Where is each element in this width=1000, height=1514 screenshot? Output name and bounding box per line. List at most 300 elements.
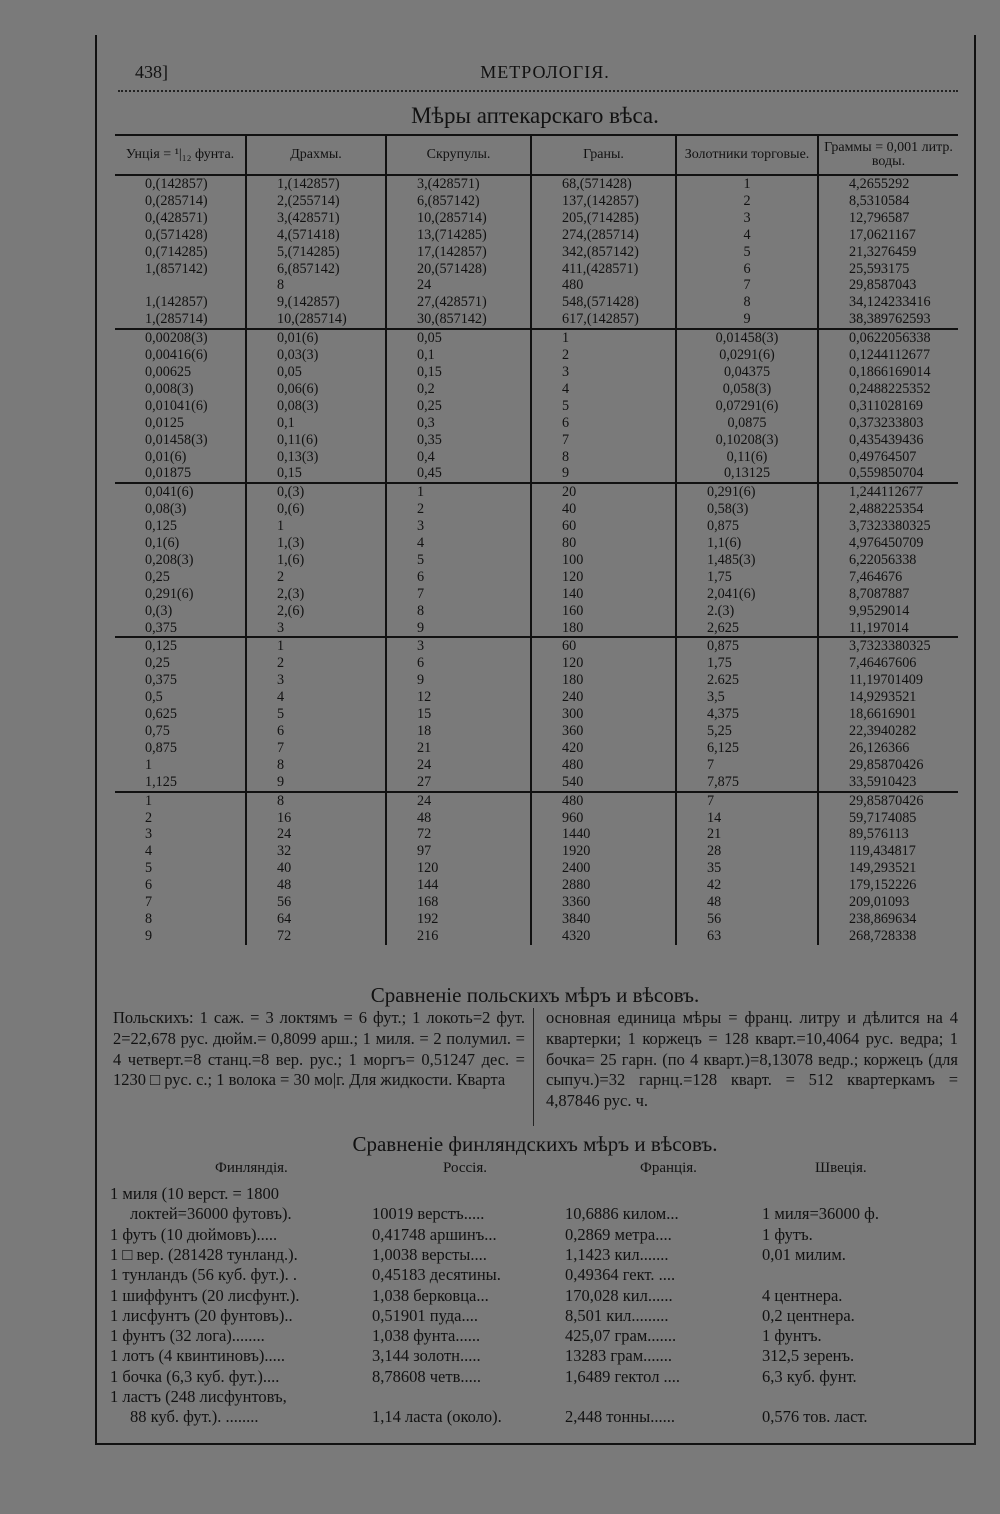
table-cell: 24 xyxy=(246,826,386,843)
table-cell: 0,291(6) xyxy=(145,585,194,602)
table-cell: 238,869634 xyxy=(818,911,958,928)
table-cell: 6 xyxy=(386,569,531,586)
comparison-cell: 8,78608 четв..... xyxy=(372,1366,481,1386)
table-cell: 18,6616901 xyxy=(818,706,958,723)
table-cell: 8 xyxy=(145,910,153,927)
comparison-row xyxy=(110,1204,970,1224)
apothecary-weights-table xyxy=(115,134,958,945)
comparison-cell: 0,41748 аршинъ... xyxy=(372,1224,497,1244)
table-cell: 0,49764507 xyxy=(818,449,958,466)
comparison-cell: 0,2869 метра.... xyxy=(565,1224,672,1244)
table-cell: 27 xyxy=(386,774,531,792)
table-cell: 60 xyxy=(531,518,676,535)
table-cell: 0,25 xyxy=(145,568,170,585)
table-cell: 3 xyxy=(386,518,531,535)
table-row xyxy=(115,603,958,620)
table-cell: 14 xyxy=(676,810,818,827)
table-cell: 10,(285714) xyxy=(246,311,386,329)
table-cell: 0,(571428) xyxy=(145,226,208,243)
table-cell: 7 xyxy=(531,432,676,449)
table-row xyxy=(115,810,958,827)
col-header-russia: Россія. xyxy=(443,1160,487,1176)
col-header-france: Франція. xyxy=(640,1160,697,1176)
table-row xyxy=(115,483,958,501)
table-cell: 72 xyxy=(386,826,531,843)
table-title: Мѣры аптекарскаго вѣса. xyxy=(411,103,659,128)
table-cell: 2 xyxy=(386,501,531,518)
table-cell: 6 xyxy=(676,261,818,278)
table-cell: 13,(714285) xyxy=(386,227,531,244)
table-cell: 0,3 xyxy=(386,415,531,432)
table-cell: 26,126366 xyxy=(818,740,958,757)
comparison-cell: 1 ластъ (248 лисфунтовъ, xyxy=(110,1387,287,1406)
table-cell: 0,45 xyxy=(386,465,531,483)
table-cell: 63 xyxy=(676,928,818,945)
table-row xyxy=(115,637,958,655)
table-cell: 0,1 xyxy=(386,347,531,364)
table-cell: 100 xyxy=(531,552,676,569)
table-cell: 5 xyxy=(246,706,386,723)
table-cell: 960 xyxy=(531,810,676,827)
comparison-row xyxy=(110,1346,970,1366)
table-cell: 0,01041(6) xyxy=(145,397,208,414)
table-cell: 14,9293521 xyxy=(818,689,958,706)
table-cell: 192 xyxy=(386,911,531,928)
table-cell: 180 xyxy=(531,620,676,638)
table-cell: 411,(428571) xyxy=(531,261,676,278)
table-cell: 0,00208(3) xyxy=(115,329,246,347)
table-cell: 0,35 xyxy=(386,432,531,449)
comparison-cell: 0,45183 десятины. xyxy=(372,1265,501,1285)
table-cell: 0,5 xyxy=(145,689,163,706)
table-cell: 300 xyxy=(531,706,676,723)
table-cell: 1,(6) xyxy=(246,552,386,569)
table-cell: 5 xyxy=(676,244,818,261)
table-cell: 9 xyxy=(531,465,676,483)
table-row xyxy=(115,723,958,740)
table-cell: 205,(714285) xyxy=(531,210,676,227)
table-cell: 2 xyxy=(246,655,386,672)
table-cell: 2.625 xyxy=(676,672,818,689)
table-cell: 0,13125 xyxy=(676,465,818,483)
table-cell: 240 xyxy=(531,689,676,706)
table-cell: 4,976450709 xyxy=(818,535,958,552)
table-cell: 15 xyxy=(386,706,531,723)
table-cell: 24 xyxy=(386,277,531,294)
column-header: Граны. xyxy=(531,135,676,175)
table-cell: 25,593175 xyxy=(818,261,958,278)
table-cell: 0,25 xyxy=(145,655,170,672)
table-row xyxy=(115,928,958,945)
table-cell: 3 xyxy=(531,364,676,381)
table-cell: 8 xyxy=(246,792,386,810)
table-cell: 0,875 xyxy=(676,518,818,535)
table-row xyxy=(115,329,958,347)
comparison-cell: 1 миля=36000 ф. xyxy=(762,1204,879,1224)
table-cell: 120 xyxy=(531,569,676,586)
table-cell: 0,1(6) xyxy=(145,535,180,552)
table-row xyxy=(115,552,958,569)
comparison-cell: 1 шиффунтъ (20 лисфунт.). xyxy=(110,1285,300,1305)
table-cell: 6,22056338 xyxy=(818,552,958,569)
table-cell: 1,(857142) xyxy=(145,260,208,277)
table-cell: 180 xyxy=(531,672,676,689)
table-cell: 8 xyxy=(531,449,676,466)
table-cell: 0,875 xyxy=(145,739,177,756)
table-cell: 24 xyxy=(386,757,531,774)
comparison-row xyxy=(110,1265,970,1285)
table-row xyxy=(115,294,958,311)
table-cell: 28 xyxy=(676,843,818,860)
comparison-cell: 0,576 тов. ласт. xyxy=(762,1407,868,1427)
table-cell: 2400 xyxy=(531,860,676,877)
table-cell: 0,435439436 xyxy=(818,432,958,449)
table-cell: 0,13(3) xyxy=(246,449,386,466)
polish-text-right: основная единица мѣры = франц. литру и дѣлится на 4 квартерки; 1 коржецъ = 128 кварт.=10,4064 рус. ведра; 1 бочка= 25 гарн. (по 4 кварт.)=8,13078 ведр.; коржецъ (для сыпуч.)=32 гарнц.=128 кварт. = 512 квартеркамъ = 4,87846 рус. ч. xyxy=(546,1008,958,1111)
table-cell: 40 xyxy=(531,501,676,518)
table-cell: 6 xyxy=(246,723,386,740)
table-cell: 1 xyxy=(531,329,676,347)
table-cell: 3 xyxy=(246,620,386,638)
table-row xyxy=(115,877,958,894)
table-cell: 1,1(6) xyxy=(676,535,818,552)
table-cell: 56 xyxy=(676,911,818,928)
table-cell: 2,625 xyxy=(676,620,818,638)
table-cell: 0,125 xyxy=(145,518,177,535)
comparison-cell: 10019 верстъ..... xyxy=(372,1204,485,1224)
table-cell: 6,(857142) xyxy=(386,193,531,210)
table-cell: 7,875 xyxy=(676,774,818,792)
table-cell: 1 xyxy=(246,518,386,535)
table-row xyxy=(115,740,958,757)
table-cell: 0,2488225352 xyxy=(818,381,958,398)
table-row xyxy=(115,381,958,398)
comparison-cell: 2,448 тонны...... xyxy=(565,1407,675,1427)
table-cell: 12 xyxy=(386,689,531,706)
table-row xyxy=(115,261,958,278)
table-cell: 216 xyxy=(386,928,531,945)
table-cell: 3,7323380325 xyxy=(818,637,958,655)
table-cell: 2 xyxy=(145,809,153,826)
table-cell: 0,559850704 xyxy=(818,465,958,483)
table-row xyxy=(115,347,958,364)
comparison-cell: 1,6489 гектол .... xyxy=(565,1366,681,1386)
table-cell: 360 xyxy=(531,723,676,740)
table-cell: 3 xyxy=(386,637,531,655)
table-cell: 1,(142857) xyxy=(246,175,386,193)
comparison-row xyxy=(110,1387,970,1407)
comparison-cell: 3,144 золотн..... xyxy=(372,1346,481,1366)
table-row xyxy=(115,757,958,774)
table-cell: 0,(714285) xyxy=(145,243,208,260)
table-row xyxy=(115,911,958,928)
table-cell: 137,(142857) xyxy=(531,193,676,210)
table-row xyxy=(115,569,958,586)
table-cell: 1920 xyxy=(531,843,676,860)
table-cell: 3,7323380325 xyxy=(818,518,958,535)
table-cell: 24 xyxy=(386,792,531,810)
table-cell: 68,(571428) xyxy=(531,175,676,193)
column-header: Граммы = 0,001 литр. воды. xyxy=(818,135,958,175)
table-cell: 2,041(6) xyxy=(676,586,818,603)
table-cell: 2,(3) xyxy=(246,586,386,603)
comparison-cell: 1 бочка (6,3 куб. фут.).... xyxy=(110,1366,280,1386)
table-cell: 8 xyxy=(386,603,531,620)
table-cell: 7 xyxy=(676,277,818,294)
table-cell: 89,576113 xyxy=(818,826,958,843)
table-cell: 5 xyxy=(386,552,531,569)
table-cell: 0,10208(3) xyxy=(676,432,818,449)
table-cell: 120 xyxy=(531,655,676,672)
table-cell: 0,01(6) xyxy=(145,448,187,465)
table-cell: 7,46467606 xyxy=(818,655,958,672)
table-cell: 42 xyxy=(676,877,818,894)
table-cell: 617,(142857) xyxy=(531,311,676,329)
table-cell: 120 xyxy=(386,860,531,877)
table-cell: 0,1244112677 xyxy=(818,347,958,364)
table-cell: 0,2 xyxy=(386,381,531,398)
table-cell: 3360 xyxy=(531,894,676,911)
table-cell: 168 xyxy=(386,894,531,911)
table-row xyxy=(115,843,958,860)
table-cell: 9 xyxy=(386,672,531,689)
comparison-cell: 1 футъ. xyxy=(762,1224,813,1244)
column-divider xyxy=(533,1008,534,1126)
table-row xyxy=(115,244,958,261)
table-cell: 2,(255714) xyxy=(246,193,386,210)
table-cell: 4,2655292 xyxy=(818,175,958,193)
table-row xyxy=(115,535,958,552)
table-cell: 144 xyxy=(386,877,531,894)
comparison-cell: 1 тунландъ (56 куб. фут.). . xyxy=(110,1265,297,1285)
table-cell: 7 xyxy=(386,586,531,603)
table-cell: 274,(285714) xyxy=(531,227,676,244)
table-cell: 4 xyxy=(531,381,676,398)
table-cell: 1,244112677 xyxy=(818,483,958,501)
table-cell: 9,(142857) xyxy=(246,294,386,311)
column-header: Унція = ¹|₁₂ фунта. xyxy=(115,135,246,175)
table-cell: 80 xyxy=(531,535,676,552)
table-cell: 0,07291(6) xyxy=(676,398,818,415)
table-cell: 9 xyxy=(386,620,531,638)
table-cell: 0,01875 xyxy=(145,465,192,482)
table-cell: 34,124233416 xyxy=(818,294,958,311)
table-cell: 209,01093 xyxy=(818,894,958,911)
table-cell: 72 xyxy=(246,928,386,945)
finnish-title: Сравненіе финляндскихъ мѣръ и вѣсовъ. xyxy=(352,1132,718,1156)
table-cell: 1,485(3) xyxy=(676,552,818,569)
table-cell: 11,19701409 xyxy=(818,672,958,689)
table-cell: 4 xyxy=(676,227,818,244)
table-row xyxy=(115,193,958,210)
polish-title: Сравненіе польскихъ мѣръ и вѣсовъ. xyxy=(370,983,700,1007)
comparison-row xyxy=(110,1245,970,1265)
table-cell: 480 xyxy=(531,277,676,294)
table-cell: 7 xyxy=(246,740,386,757)
table-cell: 0,04375 xyxy=(676,364,818,381)
table-cell: 0,0875 xyxy=(676,415,818,432)
polish-text-left: Польскихъ: 1 саж. = 3 локтямъ = 6 фут.; 1 локоть=2 фут. 2=22,678 рус. дюйм.= 0,8099 арш.; 1 миля. = 2 полумил. = 4 четверт.=8 станц.=8 вер. рус.; 1 моргъ= 0,51247 дес. = 1230 □ рус. с.; 1 волока = 30 мо|г. Для жидкости. Кварта xyxy=(113,1008,525,1090)
table-cell: 6 xyxy=(386,655,531,672)
table-cell: 0,1866169014 xyxy=(818,364,958,381)
table-cell: 9,9529014 xyxy=(818,603,958,620)
table-cell: 2 xyxy=(246,569,386,586)
col-header-finland: Финляндія. xyxy=(215,1160,288,1176)
table-cell: 5 xyxy=(531,398,676,415)
table-cell: 32 xyxy=(246,843,386,860)
table-cell: 38,389762593 xyxy=(818,311,958,329)
table-cell: 1,75 xyxy=(676,569,818,586)
comparison-row xyxy=(110,1286,970,1306)
table-cell: 0,0125 xyxy=(145,414,185,431)
table-cell: 0,625 xyxy=(145,706,177,723)
comparison-cell: 0,01 милим. xyxy=(762,1244,846,1264)
table-cell: 160 xyxy=(531,603,676,620)
table-cell: 1,(3) xyxy=(246,535,386,552)
table-cell: 5 xyxy=(145,860,153,877)
table-cell: 59,7174085 xyxy=(818,810,958,827)
table-cell: 8 xyxy=(246,277,386,294)
table-cell: 21 xyxy=(676,826,818,843)
table-row xyxy=(115,689,958,706)
table-cell: 12,796587 xyxy=(818,210,958,227)
table-cell: 7 xyxy=(676,792,818,810)
table-cell: 1,125 xyxy=(145,773,177,790)
table-cell: 0,008(3) xyxy=(145,380,194,397)
table-cell: 0,(6) xyxy=(246,501,386,518)
table-cell: 5,25 xyxy=(676,723,818,740)
table-cell: 0,25 xyxy=(386,398,531,415)
table-cell: 0,01458(3) xyxy=(145,431,208,448)
table-cell: 179,152226 xyxy=(818,877,958,894)
table-cell: 4,(571418) xyxy=(246,227,386,244)
table-row xyxy=(115,792,958,810)
table-row xyxy=(115,175,958,193)
comparison-cell: 170,028 кил...... xyxy=(565,1285,673,1305)
table-cell: 3 xyxy=(676,210,818,227)
comparison-row xyxy=(110,1407,970,1427)
table-cell: 0,125 xyxy=(115,637,246,655)
comparison-cell: 1 миля (10 верст. = 1800 xyxy=(110,1184,279,1203)
comparison-cell: локтей=36000 футовъ). xyxy=(130,1204,292,1224)
running-title: МЕТРОЛОГІЯ. xyxy=(480,62,610,82)
table-cell: 7 xyxy=(145,894,153,911)
table-cell: 1 xyxy=(145,756,153,773)
table-cell: 2 xyxy=(676,193,818,210)
table-cell: 29,8587043 xyxy=(818,277,958,294)
table-cell: 0,4 xyxy=(386,449,531,466)
table-cell: 0,11(6) xyxy=(676,449,818,466)
table-row xyxy=(115,672,958,689)
table-cell: 1,(142857) xyxy=(145,294,208,311)
table-cell: 0,08(3) xyxy=(246,398,386,415)
table-row xyxy=(115,774,958,792)
table-cell: 0,01458(3) xyxy=(676,329,818,347)
comparison-cell: 4 центнера. xyxy=(762,1285,843,1305)
table-row xyxy=(115,277,958,294)
table-cell: 149,293521 xyxy=(818,860,958,877)
table-cell: 0,373233803 xyxy=(818,415,958,432)
table-cell: 8,5310584 xyxy=(818,193,958,210)
table-row xyxy=(115,518,958,535)
table-cell: 8 xyxy=(676,294,818,311)
table-cell: 0,(428571) xyxy=(145,209,208,226)
table-cell: 48 xyxy=(386,810,531,827)
table-cell: 480 xyxy=(531,757,676,774)
table-cell: 540 xyxy=(531,774,676,792)
table-cell: 0,75 xyxy=(145,723,170,739)
table-cell: 4 xyxy=(246,689,386,706)
table-cell: 0,(3) xyxy=(145,602,173,619)
table-row xyxy=(115,501,958,518)
table-cell: 3 xyxy=(246,672,386,689)
table-cell: 0,58(3) xyxy=(676,501,818,518)
table-row xyxy=(115,311,958,329)
comparison-cell: 1,14 ласта (около). xyxy=(372,1407,502,1427)
table-cell: 0,311028169 xyxy=(818,398,958,415)
table-cell: 0,06(6) xyxy=(246,381,386,398)
table-cell: 4 xyxy=(386,535,531,552)
comparison-cell: 312,5 зеренъ. xyxy=(762,1346,855,1366)
table-cell: 6 xyxy=(531,415,676,432)
table-cell: 119,434817 xyxy=(818,843,958,860)
comparison-cell: 0,2 центнера. xyxy=(762,1305,855,1325)
table-cell: 0,875 xyxy=(676,637,818,655)
table-header-row xyxy=(115,135,958,175)
table-cell: 16 xyxy=(246,810,386,827)
table-cell: 1,(285714) xyxy=(145,311,208,328)
table-cell: 21,3276459 xyxy=(818,244,958,261)
table-cell: 9 xyxy=(246,774,386,792)
table-cell: 20 xyxy=(531,483,676,501)
comparison-cell: 0,51901 пуда.... xyxy=(372,1305,479,1325)
table-cell: 17,0621167 xyxy=(818,227,958,244)
table-cell: 0,08(3) xyxy=(145,501,187,518)
comparison-row xyxy=(110,1367,970,1387)
table-row xyxy=(115,586,958,603)
comparison-cell: 1 лисфунтъ (20 фунтовъ).. xyxy=(110,1305,293,1325)
table-cell: 7,464676 xyxy=(818,569,958,586)
table-cell: 48 xyxy=(246,877,386,894)
table-row xyxy=(115,620,958,638)
table-cell: 48 xyxy=(676,894,818,911)
table-row xyxy=(115,894,958,911)
table-cell: 1 xyxy=(386,483,531,501)
table-cell: 0,00416(6) xyxy=(145,347,208,364)
table-cell: 0,00625 xyxy=(145,363,192,380)
table-cell: 1 xyxy=(115,792,246,810)
table-cell: 0,375 xyxy=(145,619,177,636)
table-cell: 22,3940282 xyxy=(818,723,958,740)
table-cell: 0,05 xyxy=(386,329,531,347)
table-cell: 2880 xyxy=(531,877,676,894)
table-cell: 480 xyxy=(531,792,676,810)
col-header-sweden: Швеція. xyxy=(815,1160,867,1176)
table-cell: 0,1 xyxy=(246,415,386,432)
table-cell: 3,(428571) xyxy=(386,175,531,193)
table-cell: 0,(3) xyxy=(246,483,386,501)
page-number: 438] xyxy=(135,62,168,82)
comparison-row xyxy=(110,1225,970,1245)
table-cell: 8,7087887 xyxy=(818,586,958,603)
column-header: Золотники торговые. xyxy=(676,135,818,175)
table-cell: 1,75 xyxy=(676,655,818,672)
table-cell: 2.(3) xyxy=(676,603,818,620)
table-cell: 20,(571428) xyxy=(386,261,531,278)
table-row xyxy=(115,398,958,415)
column-header: Драхмы. xyxy=(246,135,386,175)
table-cell: 7 xyxy=(676,757,818,774)
